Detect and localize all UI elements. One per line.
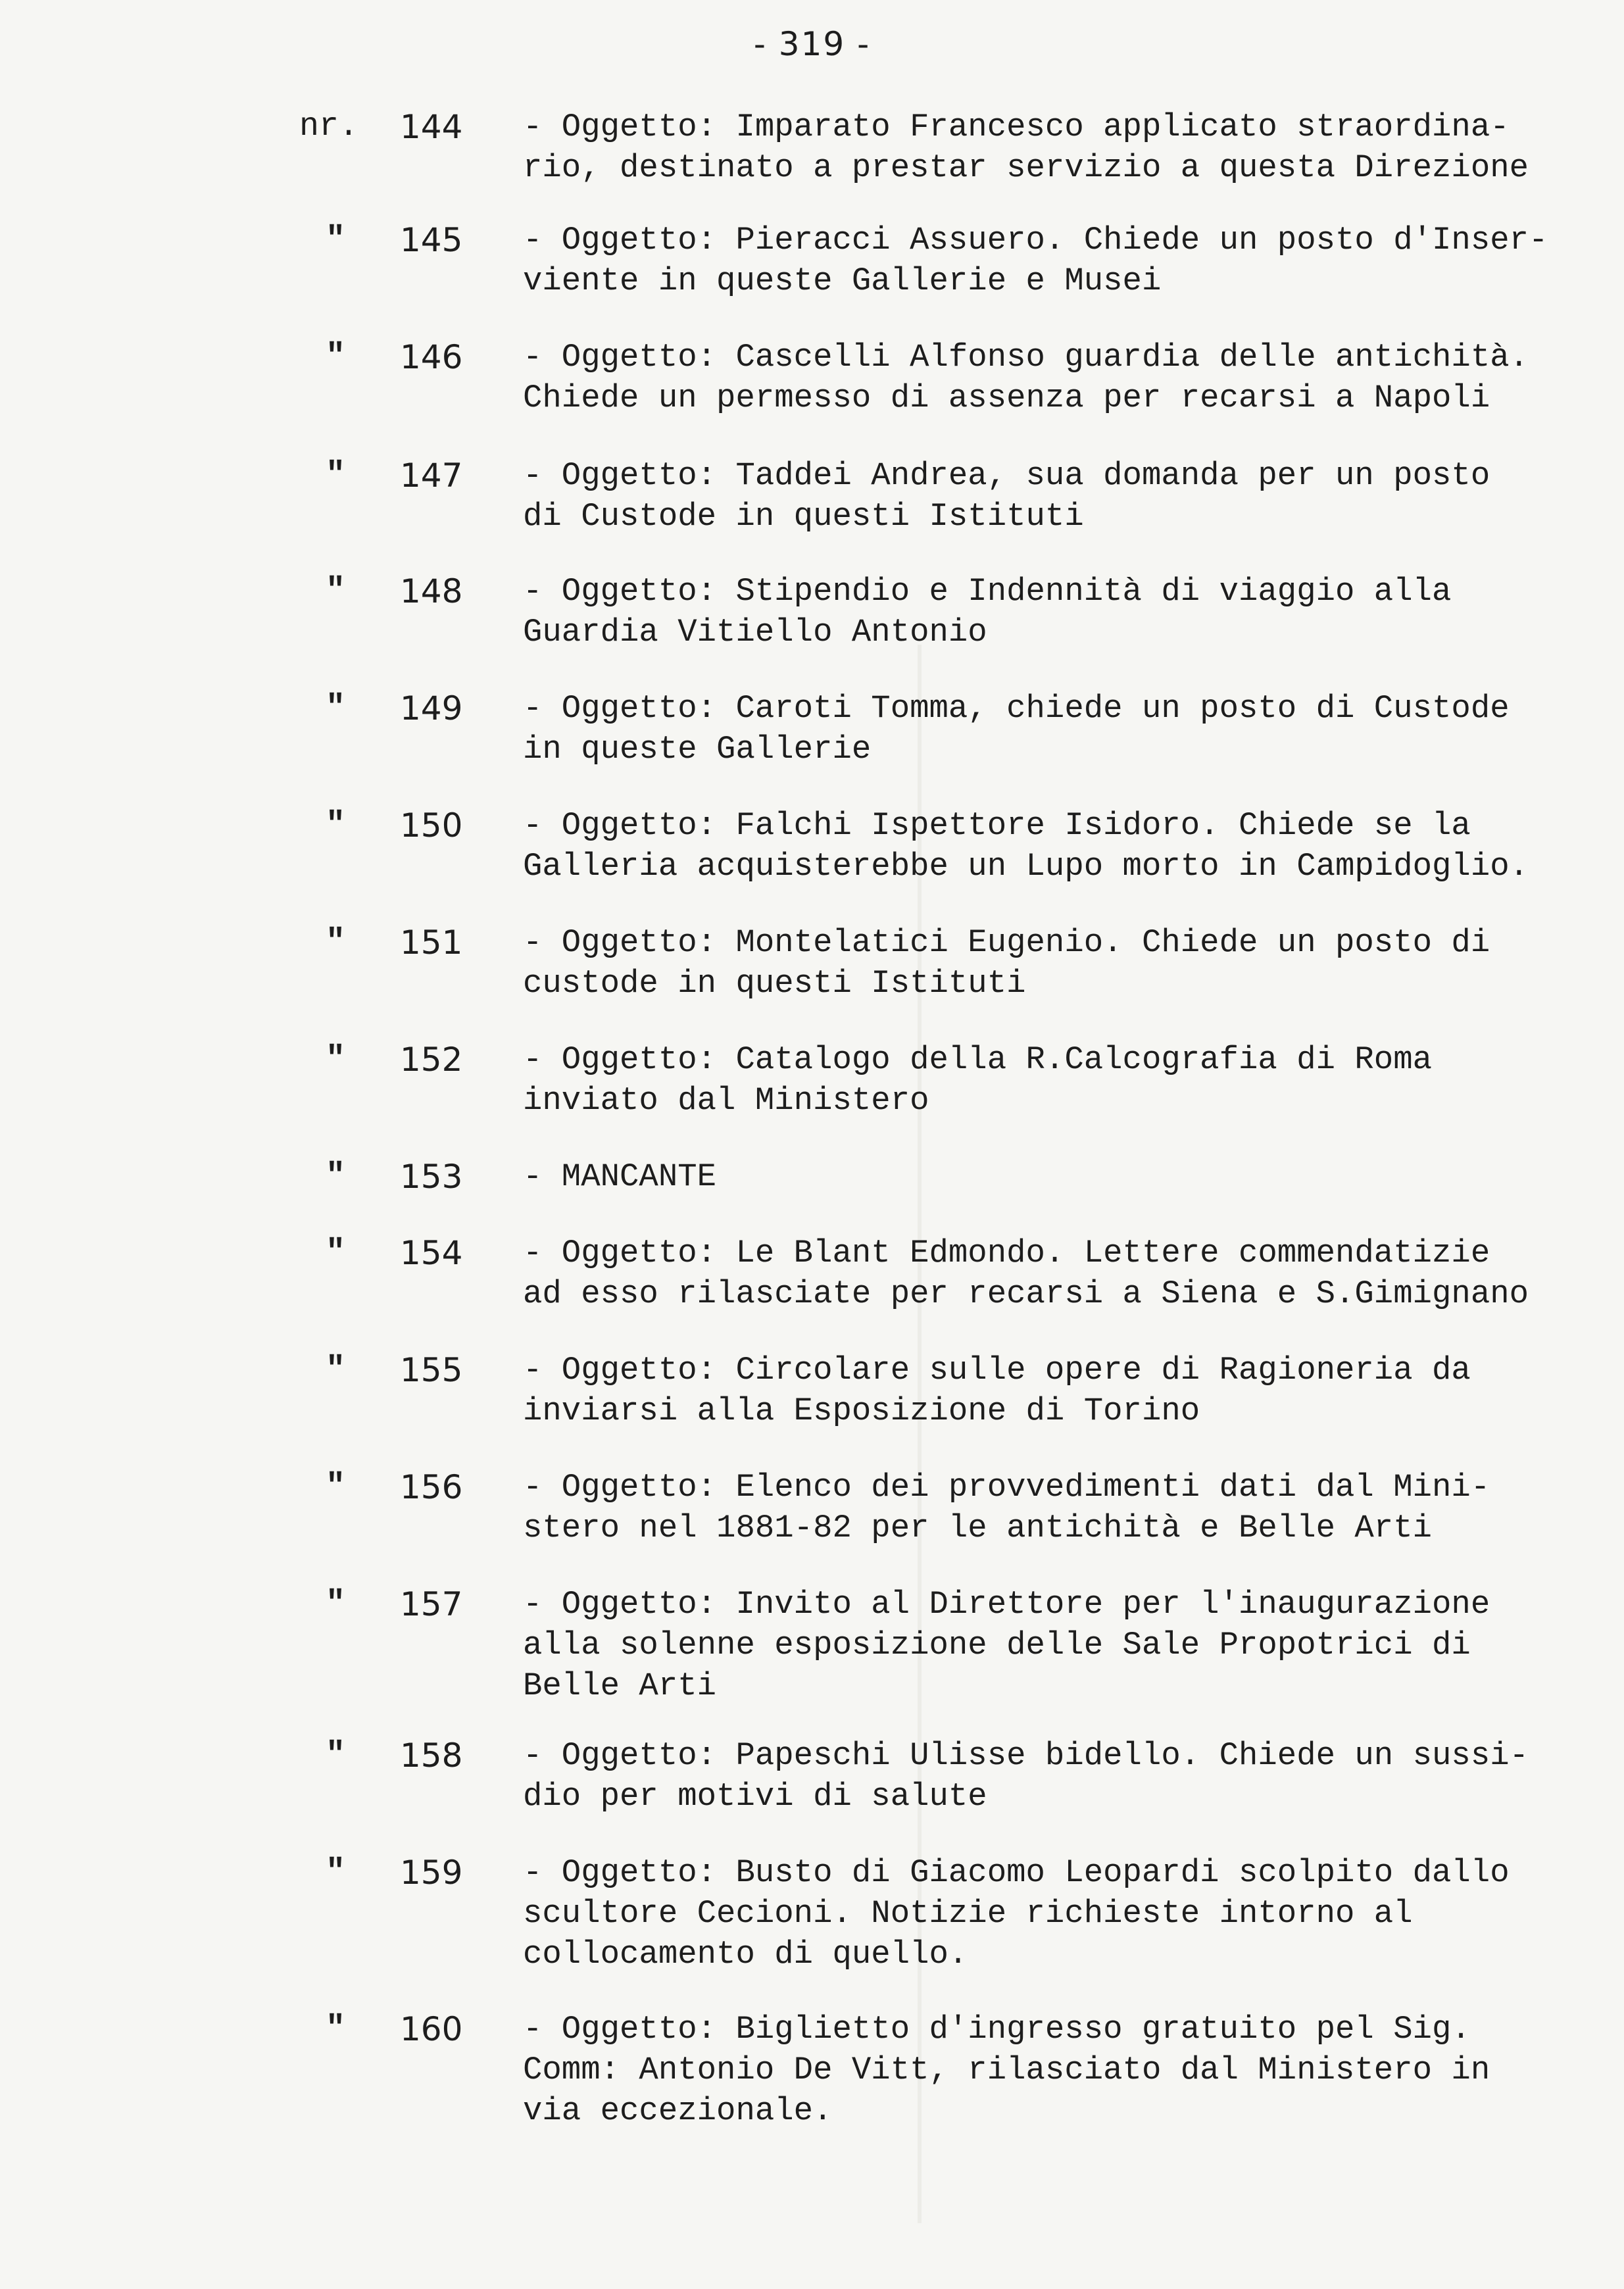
entry-text: - Oggetto: Stipendio e Indennità di viaggio alla Guardia Vitiello Antonio [523, 573, 1452, 651]
entry-number: 152 [400, 1041, 463, 1079]
entry-text: - Oggetto: Pieracci Assuero. Chiede un posto d'Inser- viente in queste Gallerie e Musei [523, 222, 1548, 299]
entry-number: 153 [400, 1158, 463, 1196]
entry-text: - Oggetto: Catalogo della R.Calcografia di Roma inviato dal Ministero [523, 1041, 1433, 1119]
entry-text: - MANCANTE [523, 1158, 717, 1195]
entry-text: - Oggetto: Caroti Tomma, chiede un posto di Custode in queste Gallerie [523, 690, 1510, 768]
entry-number: 147 [400, 456, 463, 495]
ditto-mark: " [326, 1234, 346, 1271]
ditto-mark: " [326, 1585, 346, 1623]
entry-number: 149 [400, 689, 463, 727]
ditto-mark: " [326, 2010, 346, 2048]
entry-text: - Oggetto: Montelatici Eugenio. Chiede un posto di custode in questi Istituti [523, 924, 1490, 1002]
entry-number: 146 [400, 338, 463, 376]
entry-number: 160 [400, 2010, 463, 2048]
entry-text: - Oggetto: Busto di Giacomo Leopardi scolpito dallo scultore Cecioni. Notizie richieste intorno al collocamento di quello. [523, 1854, 1510, 1973]
ditto-mark: " [326, 1468, 346, 1506]
entry-number: 151 [400, 923, 463, 962]
entry-number: 156 [400, 1468, 463, 1506]
entry-text: - Oggetto: Invito al Direttore per l'inaugurazione alla solenne esposizione delle Sale Propotrici di Belle Arti [523, 1586, 1490, 1704]
ditto-mark: " [326, 572, 346, 610]
ditto-mark: " [326, 456, 346, 494]
ditto-mark: " [326, 221, 346, 258]
ditto-mark: " [326, 338, 346, 376]
entry-text: - Oggetto: Falchi Ispettore Isidoro. Chiede se la Galleria acquisterebbe un Lupo morto in Campidoglio. [523, 807, 1529, 885]
entry-text: - Oggetto: Le Blant Edmondo. Lettere commendatizie ad esso rilasciate per recarsi a Siena e S.Gimignano [523, 1235, 1529, 1312]
entry-text: - Oggetto: Circolare sulle opere di Ragioneria da inviarsi alla Esposizione di Torino [523, 1352, 1471, 1429]
entry-number: 159 [400, 1854, 463, 1892]
ditto-mark: " [326, 1854, 346, 1891]
ditto-mark: " [326, 1041, 346, 1078]
entry-number: 148 [400, 572, 463, 610]
entry-number: 155 [400, 1351, 463, 1389]
entry-text: - Oggetto: Papeschi Ulisse bidello. Chiede un sussi- dio per motivi di salute [523, 1737, 1529, 1815]
entry-text: - Oggetto: Taddei Andrea, sua domanda per un posto di Custode in questi Istituti [523, 457, 1490, 535]
entry-text: - Oggetto: Biglietto d'ingresso gratuito pel Sig. Comm: Antonio De Vitt, rilasciato dal Ministero in via eccezionale. [523, 2011, 1490, 2129]
entry-text: - Oggetto: Imparato Francesco applicato straordina- rio, destinato a prestar servizio a questa Direzione [523, 109, 1529, 186]
ditto-mark: " [326, 806, 346, 844]
ditto-mark: " [326, 1736, 346, 1774]
entry-number: 144 [400, 108, 463, 146]
ditto-mark: " [326, 1351, 346, 1389]
entry-number: 150 [400, 806, 463, 845]
page-number: - 319 - [753, 25, 871, 63]
entry-text: - Oggetto: Cascelli Alfonso guardia delle antichità. Chiede un permesso di assenza per recarsi a Napoli [523, 339, 1529, 416]
entry-number: 154 [400, 1234, 463, 1272]
ditto-mark: " [326, 923, 346, 961]
entry-number: 158 [400, 1736, 463, 1775]
entry-prefix: nr. [299, 108, 359, 145]
entry-number: 145 [400, 221, 463, 259]
entry-text: - Oggetto: Elenco dei provvedimenti dati dal Mini- stero nel 1881-82 per le antichità e Belle Arti [523, 1469, 1490, 1546]
entry-number: 157 [400, 1585, 463, 1623]
ditto-mark: " [326, 689, 346, 727]
ditto-mark: " [326, 1158, 346, 1195]
